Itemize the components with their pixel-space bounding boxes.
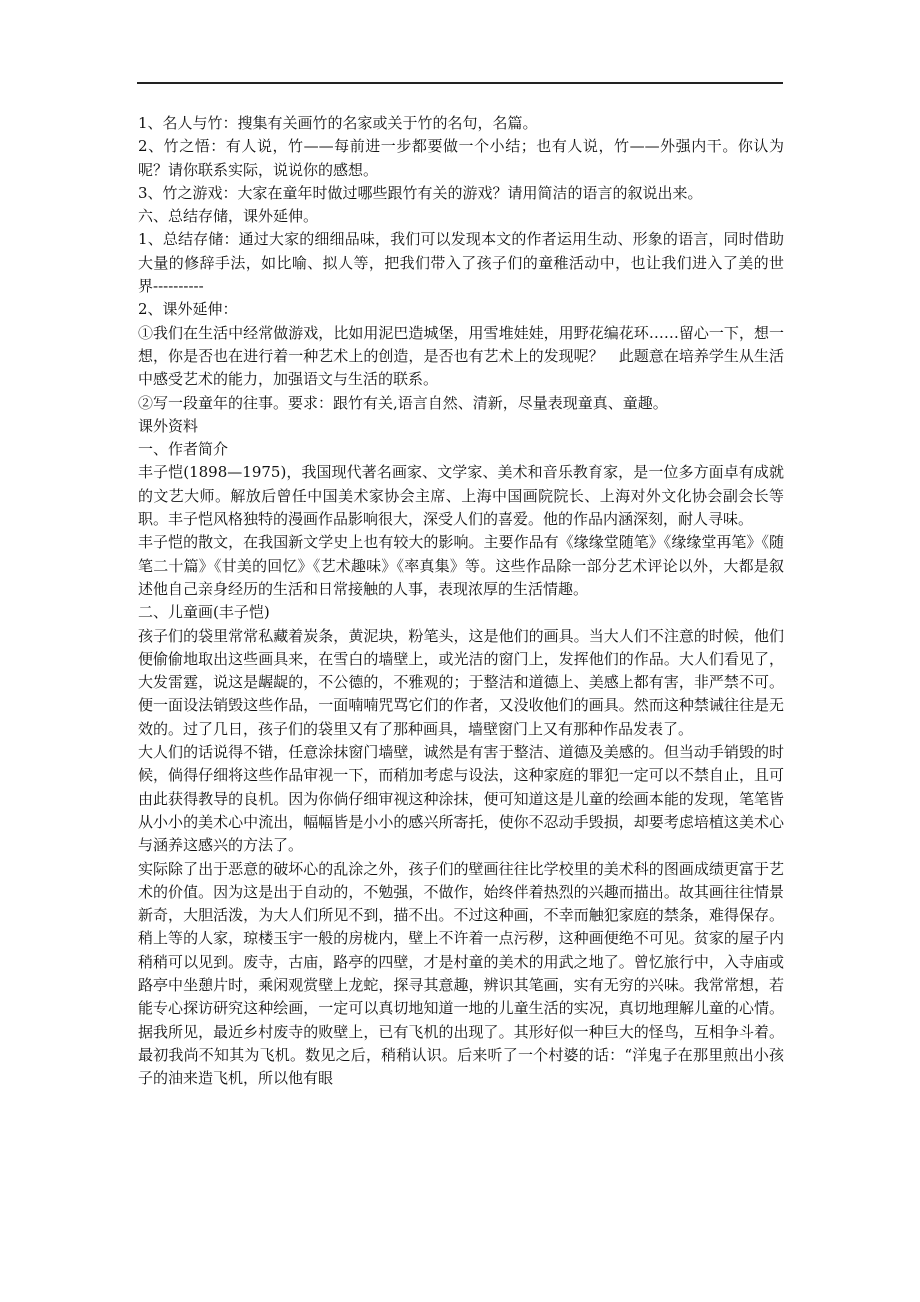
activity-2: 2、竹之悟：有人说，竹——每前进一步都要做一个小结；也有人说，竹——外强内干。你认为呢？请你联系实际，说说你的感想。 <box>138 137 784 179</box>
essay-heading: 二、儿童画(丰子恺) <box>138 603 270 622</box>
extension-item-1: ①我们在生活中经常做游戏，比如用泥巴造城堡，用雪堆娃娃，用野花编花环……留心一下，想一想，你是否也在进行着一种艺术上的创造，是否也有艺术上的发现呢？ 此题意在培养学生从生活中感受艺术的能力，加强语文与生活的联系。 <box>138 323 784 389</box>
header-rule <box>137 82 783 84</box>
essay-paragraph-3: 实际除了出于恶意的破坏心的乱涂之外，孩子们的壁画往往比学校里的美术科的图画成绩更富于艺术的价值。因为这是出于自动的，不勉强，不做作，始终伴着热烈的兴趣而描出。故其画往往情景新奇，大胆活泼，为大人们所见不到，描不出。不过这种画，不幸而触犯家庭的禁条，难得保存。稍上等的人家，琼楼玉宇一般的房栊内，壁上不许着一点污秽，这种画便绝不可见。贫家的屋子内稍稍可以见到。废寺，古庙，路亭的四壁，才是村童的美术的用武之地了。曾忆旅行中，入寺庙或路亭中坐憩片时，乘闲观赏壁上龙蛇，探寻其意趣，辨识其笔画，实有无穷的兴味。我常常想，若能专心探访研究这种绘画，一定可以真切地知道一地的儿童生活的实况，真切地理解儿童的心情。据我所见，最近乡村废寺的败壁上，已有飞机的出现了。其形好似一种巨大的怪鸟，互相争斗着。最初我尚不知其为飞机。数见之后，稍稍认识。后来听了一个村婆的话：“洋鬼子在那里煎出小孩子的油来造飞机，所以他有眼 <box>138 859 784 1088</box>
extension-item-2: ②写一段童年的往事。要求：跟竹有关,语言自然、清新，尽量表现童真、童趣。 <box>138 393 668 412</box>
extension-heading: 2、课外延伸： <box>138 300 238 319</box>
activity-3: 3、竹之游戏：大家在童年时做过哪些跟竹有关的游戏？请用简洁的语言的叙说出来。 <box>138 183 703 202</box>
author-heading: 一、作者简介 <box>138 440 229 459</box>
essay-paragraph-1: 孩子们的袋里常常私藏着炭条，黄泥块，粉笔头，这是他们的画具。当大人们不注意的时候，他们便偷偷地取出这些画具来，在雪白的墙壁上，或光洁的窗门上，发挥他们的作品。大人们看见了，大发雷霆，说这是龌龊的，不公德的，不雅观的；于整洁和道德上、美感上都有害，非严禁不可。便一面设法销毁这些作品，一面喃喃咒骂它们的作者，又没收他们的画具。然而这种禁诫往往是无效的。过了几日，孩子们的袋里又有了那种画具，墙壁窗门上又有那种作品发表了。 <box>138 626 784 738</box>
summary-paragraph: 1、总结存储：通过大家的细细品味，我们可以发现本文的作者运用生动、形象的语言，同时借助大量的修辞手法，如比喻、拟人等，把我们带入了孩子们的童稚活动中，也让我们进入了美的世界---------- <box>138 230 784 296</box>
activity-1: 1、名人与竹：搜集有关画竹的名家或关于竹的名句，名篇。 <box>138 114 538 132</box>
document-body <box>138 112 784 1090</box>
section-heading-6: 六、总结存储，课外延伸。 <box>138 207 319 226</box>
essay-paragraph-2: 大人们的话说得不错，任意涂抹窗门墙壁，诚然是有害于整洁、道德及美感的。但当动手销毁的时候，倘得仔细将这些作品审视一下，而稍加考虑与设法，这种家庭的罪犯一定可以不禁自止，且可由此获得教导的良机。因为你倘仔细审视这种涂抹，便可知道这是儿童的绘画本能的发现，笔笔皆从小小的美术心中流出，幅幅皆是小小的感兴所寄托，使你不忍动手毁损，却要考虑培植这美术心与涵养这感兴的方法了。 <box>138 743 784 855</box>
author-bio-1: 丰子恺(1898—1975)，我国现代著名画家、文学家、美术和音乐教育家，是一位多方面卓有成就的文艺大师。解放后曾任中国美术家协会主席、上海中国画院院长、上海对外文化协会副会长等职。丰子恺风格独特的漫画作品影响很大，深受人们的喜爱。他的作品内涵深刻，耐人寻味。 <box>138 463 784 529</box>
author-bio-2: 丰子恺的散文，在我国新文学史上也有较大的影响。主要作品有《缘缘堂随笔》《缘缘堂再笔》《随笔二十篇》《甘美的回忆》《艺术趣味》《率真集》等。这些作品除一部分艺术评论以外，大都是叙述他自己亲身经历的生活和日常接触的人事，表现浓厚的生活情趣。 <box>138 533 784 598</box>
resources-heading: 课外资料 <box>138 416 199 435</box>
